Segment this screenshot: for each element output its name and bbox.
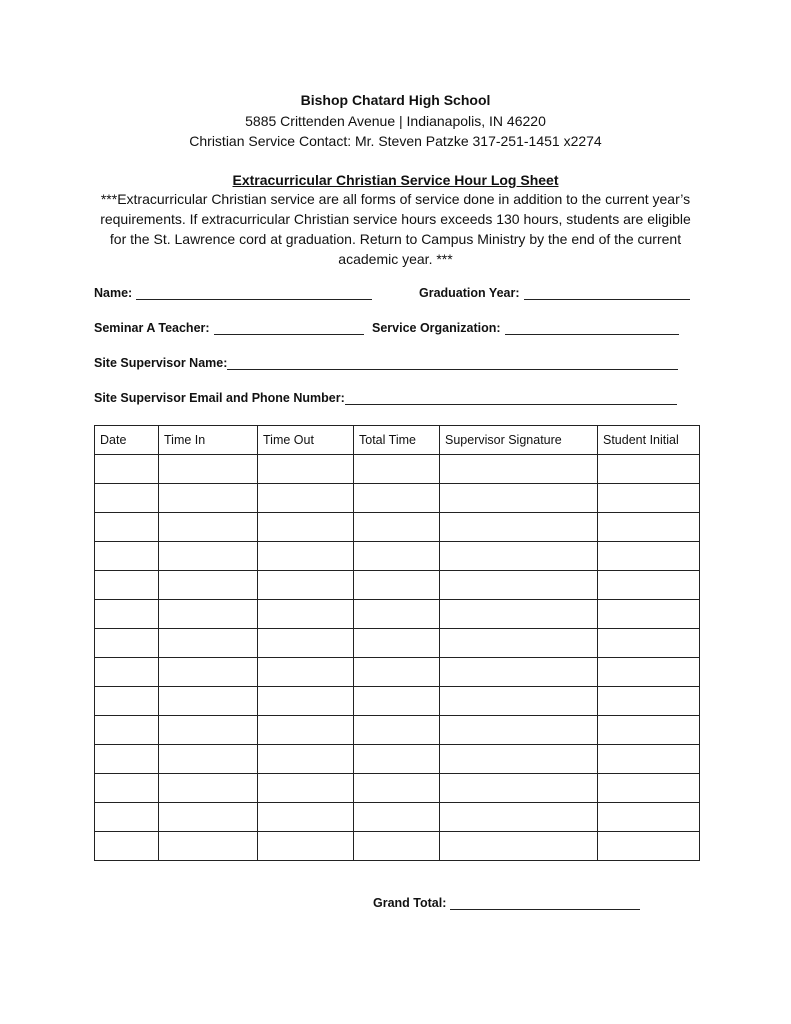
table-cell[interactable] <box>95 513 159 542</box>
site-supervisor-contact-row <box>94 390 677 405</box>
table-row <box>95 571 700 600</box>
table-cell[interactable] <box>159 600 258 629</box>
site-supervisor-name-row <box>94 355 678 370</box>
table-cell[interactable] <box>354 745 440 774</box>
table-cell[interactable] <box>440 600 598 629</box>
table-cell[interactable] <box>440 803 598 832</box>
graduation-year-row <box>419 285 690 300</box>
table-row <box>95 600 700 629</box>
table-cell[interactable] <box>354 803 440 832</box>
table-cell[interactable] <box>159 513 258 542</box>
table-cell[interactable] <box>258 832 354 861</box>
site-supervisor-contact-label: Site Supervisor Email and Phone Number: <box>94 391 345 405</box>
sheet-title: Extracurricular Christian Service Hour Log Sheet <box>232 172 559 188</box>
grand-total-row <box>373 895 640 910</box>
table-cell[interactable] <box>440 455 598 484</box>
table-cell[interactable] <box>258 600 354 629</box>
table-cell[interactable] <box>159 455 258 484</box>
grand-total-label: Grand Total: <box>373 896 447 910</box>
table-cell[interactable] <box>258 774 354 803</box>
table-cell[interactable] <box>354 832 440 861</box>
table-cell[interactable] <box>354 629 440 658</box>
table-cell[interactable] <box>95 774 159 803</box>
table-cell[interactable] <box>598 600 700 629</box>
table-cell[interactable] <box>354 484 440 513</box>
table-cell[interactable] <box>354 513 440 542</box>
table-cell[interactable] <box>95 600 159 629</box>
table-cell[interactable] <box>258 455 354 484</box>
table-cell[interactable] <box>354 774 440 803</box>
school-address: 5885 Crittenden Avenue | Indianapolis, IN 46220 <box>245 113 546 129</box>
column-header-time-in: Time In <box>159 426 258 455</box>
table-cell[interactable] <box>258 745 354 774</box>
table-cell[interactable] <box>258 658 354 687</box>
seminar-teacher-label: Seminar A Teacher: <box>94 321 210 335</box>
table-cell[interactable] <box>440 513 598 542</box>
service-organization-label: Service Organization: <box>372 321 501 335</box>
grand-total-input-line[interactable] <box>450 895 640 910</box>
table-cell[interactable] <box>159 745 258 774</box>
column-header-total-time: Total Time <box>354 426 440 455</box>
table-cell[interactable] <box>598 716 700 745</box>
table-cell[interactable] <box>598 629 700 658</box>
table-cell[interactable] <box>258 687 354 716</box>
table-cell[interactable] <box>440 745 598 774</box>
service-organization-input-line[interactable] <box>505 320 679 335</box>
table-cell[interactable] <box>598 774 700 803</box>
name-input-line[interactable] <box>136 285 372 300</box>
table-cell[interactable] <box>258 716 354 745</box>
table-cell[interactable] <box>95 803 159 832</box>
service-organization-row <box>372 320 679 335</box>
table-cell[interactable] <box>598 455 700 484</box>
table-row <box>95 455 700 484</box>
table-cell[interactable] <box>159 687 258 716</box>
name-field-row <box>94 285 372 300</box>
name-label: Name: <box>94 286 133 300</box>
graduation-year-label: Graduation Year: <box>419 286 520 300</box>
table-cell[interactable] <box>95 832 159 861</box>
table-row <box>95 687 700 716</box>
table-row <box>95 658 700 687</box>
table-cell[interactable] <box>95 629 159 658</box>
column-header-time-out: Time Out <box>258 426 354 455</box>
table-cell[interactable] <box>354 658 440 687</box>
table-cell[interactable] <box>159 774 258 803</box>
table-cell[interactable] <box>354 542 440 571</box>
table-cell[interactable] <box>598 513 700 542</box>
seminar-teacher-row <box>94 320 364 335</box>
table-cell[interactable] <box>354 455 440 484</box>
service-contact: Christian Service Contact: Mr. Steven Patzke 317-251-1451 x2274 <box>189 133 602 149</box>
seminar-teacher-input-line[interactable] <box>214 320 364 335</box>
table-cell[interactable] <box>598 803 700 832</box>
table-cell[interactable] <box>95 455 159 484</box>
table-cell[interactable] <box>440 687 598 716</box>
service-notice: ***Extracurricular Christian service are all forms of service done in addition to the current year’s requirements. If extracurricular Christian service hours exceeds 130 hours, students are eligible for the St. Lawrence cord at graduation. Return to Campus Ministry by the end of the current academic year. *** <box>100 191 691 267</box>
table-row <box>95 513 700 542</box>
table-cell[interactable] <box>159 658 258 687</box>
table-cell[interactable] <box>95 571 159 600</box>
table-cell[interactable] <box>159 832 258 861</box>
table-cell[interactable] <box>440 774 598 803</box>
table-row <box>95 745 700 774</box>
site-supervisor-contact-input-line[interactable] <box>345 390 677 405</box>
table-cell[interactable] <box>440 542 598 571</box>
column-header-date: Date <box>95 426 159 455</box>
table-cell[interactable] <box>440 571 598 600</box>
table-cell[interactable] <box>354 571 440 600</box>
table-cell[interactable] <box>258 513 354 542</box>
table-cell[interactable] <box>159 629 258 658</box>
table-cell[interactable] <box>95 687 159 716</box>
table-cell[interactable] <box>159 484 258 513</box>
table-cell[interactable] <box>598 571 700 600</box>
table-cell[interactable] <box>598 687 700 716</box>
table-row <box>95 629 700 658</box>
table-cell[interactable] <box>258 803 354 832</box>
column-header-student-initial: Student Initial <box>598 426 700 455</box>
school-name: Bishop Chatard High School <box>300 92 491 108</box>
table-cell[interactable] <box>95 484 159 513</box>
table-cell[interactable] <box>354 716 440 745</box>
graduation-year-input-line[interactable] <box>524 285 690 300</box>
table-row <box>95 832 700 861</box>
table-row <box>95 803 700 832</box>
table-cell[interactable] <box>159 542 258 571</box>
table-row <box>95 484 700 513</box>
table-cell[interactable] <box>598 658 700 687</box>
table-cell[interactable] <box>258 484 354 513</box>
table-cell[interactable] <box>440 716 598 745</box>
table-row <box>95 542 700 571</box>
table-cell[interactable] <box>598 832 700 861</box>
table-cell[interactable] <box>440 629 598 658</box>
table-cell[interactable] <box>159 716 258 745</box>
site-supervisor-name-input-line[interactable] <box>227 355 678 370</box>
table-cell[interactable] <box>95 658 159 687</box>
table-cell[interactable] <box>258 571 354 600</box>
table-cell[interactable] <box>354 600 440 629</box>
table-cell[interactable] <box>440 832 598 861</box>
column-header-supervisor-signature: Supervisor Signature <box>440 426 598 455</box>
table-row <box>95 774 700 803</box>
table-cell[interactable] <box>598 745 700 774</box>
table-row <box>95 716 700 745</box>
table-cell[interactable] <box>95 716 159 745</box>
service-hour-log-table <box>94 425 700 861</box>
table-body <box>95 455 700 861</box>
table-cell[interactable] <box>258 629 354 658</box>
table-cell[interactable] <box>95 542 159 571</box>
table-cell[interactable] <box>354 687 440 716</box>
table-cell[interactable] <box>598 484 700 513</box>
table-cell[interactable] <box>440 484 598 513</box>
table-cell[interactable] <box>95 745 159 774</box>
table-cell[interactable] <box>440 658 598 687</box>
table-cell[interactable] <box>159 803 258 832</box>
table-cell[interactable] <box>258 542 354 571</box>
table-cell[interactable] <box>598 542 700 571</box>
table-cell[interactable] <box>159 571 258 600</box>
table-header-row <box>95 426 700 455</box>
site-supervisor-name-label: Site Supervisor Name: <box>94 356 228 370</box>
